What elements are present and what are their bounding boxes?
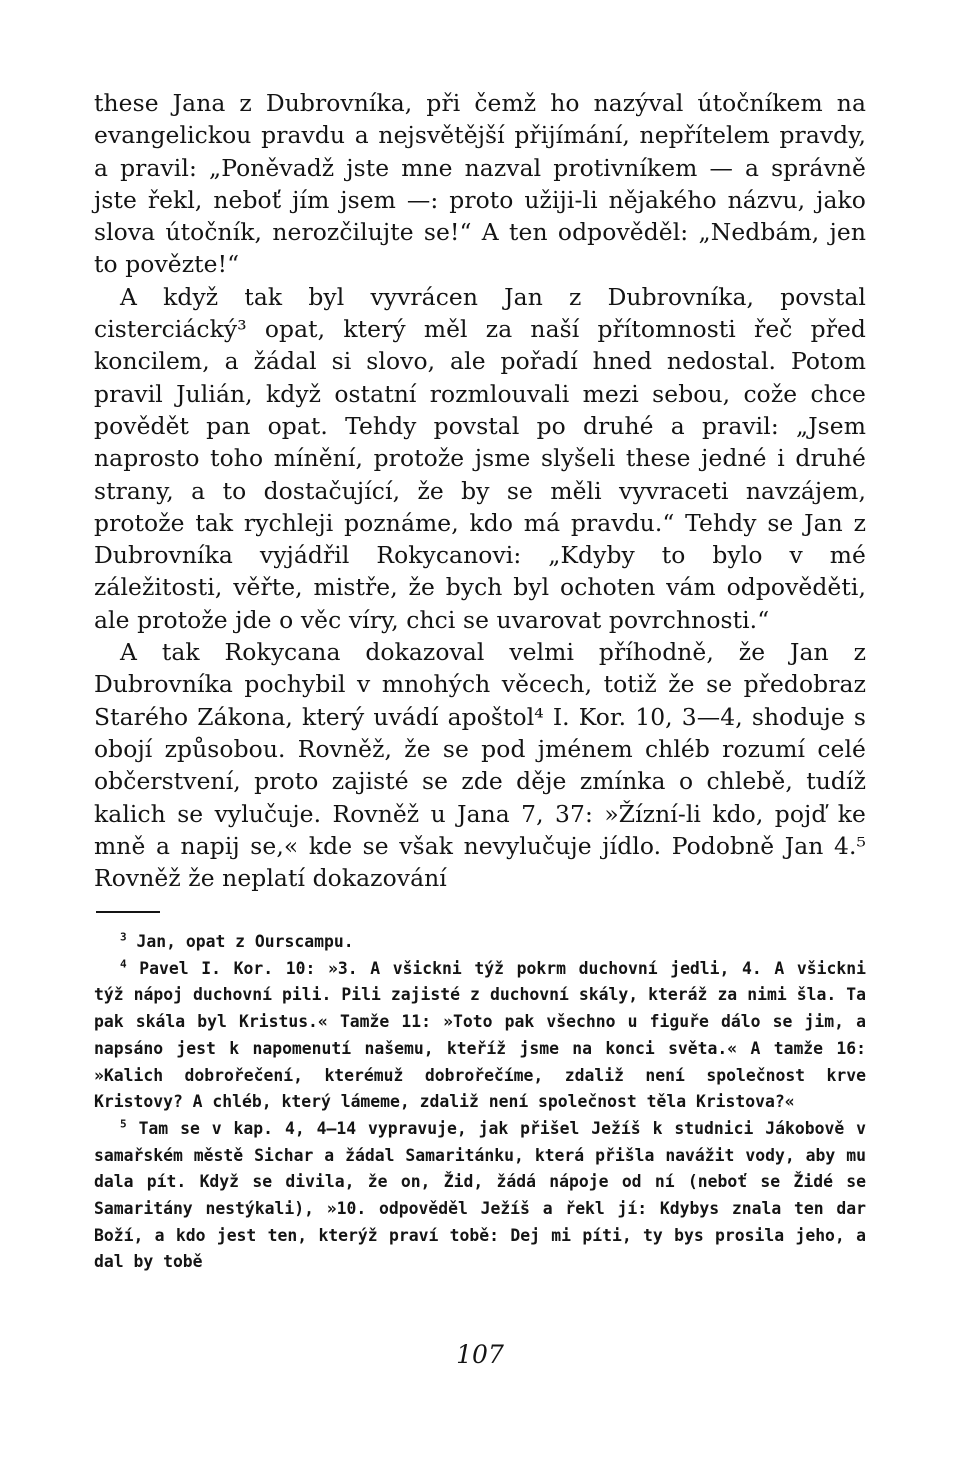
footnote-text: Jan, opat z Ourscampu. — [136, 932, 354, 951]
paragraph: A když tak byl vyvrácen Jan z Dubrovníka, povstal cisterciácký³ opat, který měl za naší přítomnosti řeč před koncilem, a žádal si slovo, ale pořadí hned nedostal. Potom pravil Julián, když ostatní rozmlouvali mezi sebou, cože chce povědět pan opat. Tehdy povstal po druhé a pravil: „Jsem naprosto toho mínění, protože jsme slyšeli these jedné i druhé strany, a to dostačující, že by se měli vyvraceti navzájem, protože tak rychleji poznáme, kdo má pravdu.“ Tehdy se Jan z Dubrovníka vyjádřil Rokycanovi: „Kdyby to bylo v mé záležitosti, věřte, mistře, že bych byl ochoten vám odpověděti, ale protože jde o věc víry, chci se uvarovat povrchnosti.“ — [94, 282, 866, 634]
footnote — [94, 929, 866, 956]
footnote-mark: 4 — [120, 957, 127, 971]
paragraph: these Jana z Dubrovníka, při čemž ho nazýval útočníkem na evangelickou pravdu a nejsvětější přijímání, nepřítelem pravdy, a pravil: „Poněvadž jste mne nazval protivníkem — a správně jste řekl, neboť jím jsem —: proto užiji-li nějakého názvu, jako slova útočník, nerozčilujte se!“ A ten odpověděl: „Nedbám, jen to povězte!“ — [94, 89, 866, 279]
footnotes — [94, 929, 866, 1276]
footnote-mark: 5 — [120, 1117, 127, 1131]
footnote-text: Pavel I. Kor. 10: »3. A všickni týž pokrm duchovní jedli, 4. A všickni týž nápoj duchovní pili. Pili zajisté z duchovní skály, kteráž za nimi šla. Ta pak skála byl Kristus.« Tamže 11: »Toto pak všechno u figuře dálo se jim, a napsáno jest k napomenutí našemu, kteříž jsme na konci světa.« A tamže 16: »Kalich dobrořečení, kterémuž dobrořečíme, zdaliž není společnost krve Kristovy? A chléb, který lámeme, zdaliž není společnost těla Kristova?« — [94, 958, 866, 1112]
page-number: 107 — [456, 1340, 504, 1369]
paragraph: A tak Rokycana dokazoval velmi příhodně, že Jan z Dubrovníka pochybil v mnohých věcech, totiž že se předobraz Starého Zákona, který uvádí apoštol⁴ I. Kor. 10, 3—4, shoduje s obojí způsobou. Rovněž, že se pod jménem chléb rozumí celé občerstvení, proto zajisté se zde děje zmínka o chlebě, tudíž kalich se vylučuje. Rovněž u Jana 7, 37: »Žízní-li kdo, pojď ke mně a napij se,« kde se však nevylučuje jídlo. Podobně Jan 4.⁵ Rovněž že neplatí dokazování — [94, 638, 866, 893]
footnote — [94, 1116, 866, 1276]
footnote-mark: 3 — [120, 930, 127, 944]
footnote — [94, 956, 866, 1116]
footnote-divider — [96, 911, 160, 913]
main-text — [94, 87, 866, 894]
footnote-text: Tam se v kap. 4, 4—14 vypravuje, jak přišel Ježíš k studnici Jákobově v samařském městě Sichar a žádal Samaritánku, která přišla navážit vody, aby mu dala pít. Když se divila, že on, Žid, žádá nápoje od ní (neboť se Židé se Samaritány nestýkali), »10. odpověděl Ježíš a řekl jí: Kdybys znala ten dar Boží, a kdo jest ten, kterýž praví tobě: Dej mi píti, ty bys prosila jeho, a dal by tobě — [94, 1118, 866, 1272]
